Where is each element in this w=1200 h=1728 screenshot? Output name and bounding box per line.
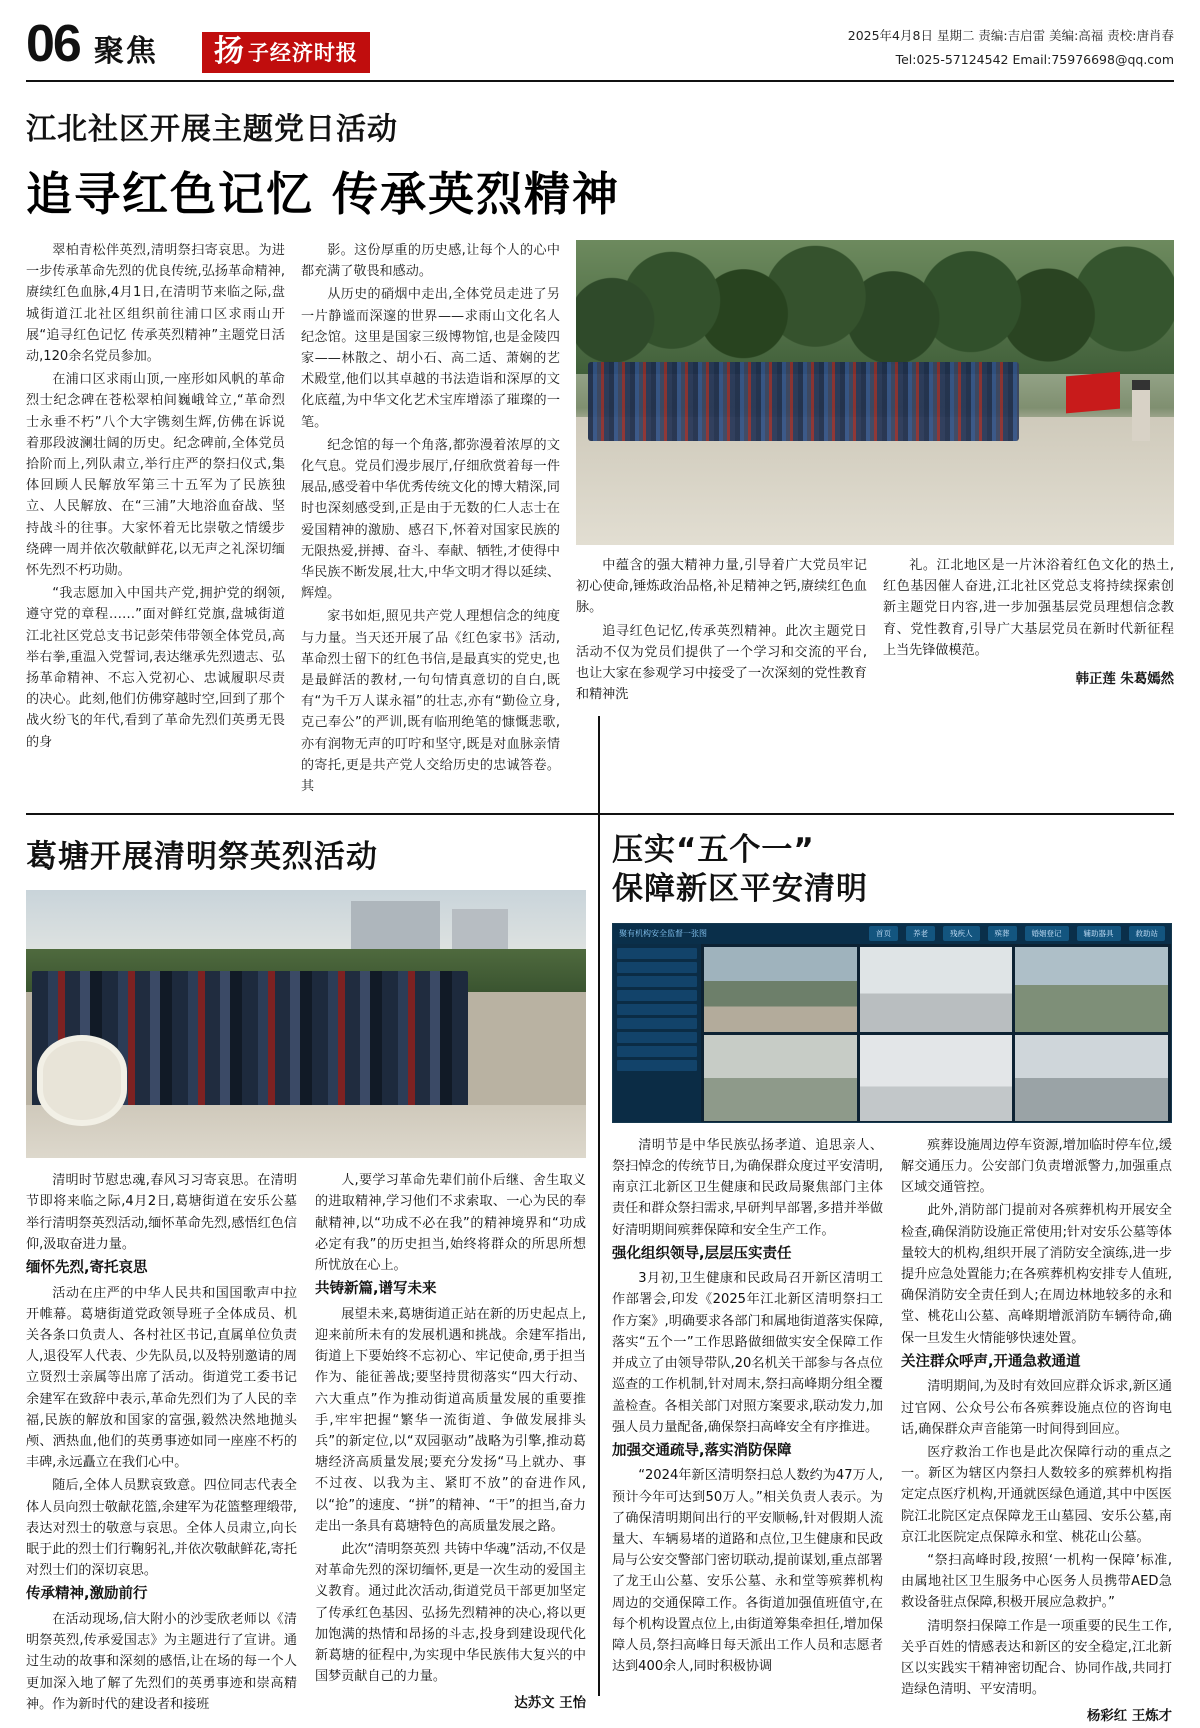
- paragraph: 家书如炬,照见共产党人理想信念的纯度与力量。当天还开展了品《红色家书》活动,革命烈士留下的红色书信,是最真实的党史,也是最鲜活的教材,一句句情真意切的自白,既有“为千万人谋永福”的壮志,亦有“勤俭立身,克己奉公”的严训,既有临刑绝笔的慷慨悲歌,亦有润物无声的叮咛和坚守,既是对血脉亲情的寄托,更是共产党人交给历史的忠诚答卷。其: [301, 609, 560, 795]
- sidebar-item[interactable]: [617, 976, 697, 987]
- bottom-right-column-2: [901, 1135, 1172, 1728]
- bottom-left-column-2: [315, 1170, 586, 1717]
- bottom-right-headline-line2: 保障新区平安清明: [612, 871, 868, 908]
- subsection-title: 强化组织领导,层层压实责任: [612, 1245, 792, 1262]
- bottom-left-columns: [26, 1170, 586, 1717]
- photo-red-flag: [1066, 372, 1120, 413]
- top-article-byline: 韩正莲 朱葛嫣然: [1075, 672, 1174, 688]
- paragraph: 此外,消防部门提前对各殡葬机构开展安全检查,确保消防设施正常使用;针对安乐公墓等体量较大的机构,组织开展了消防安全演练,进一步提升应急处置能力;在各殡葬机构安排专人值班,确保消防安全责任到人;在周边林地较多的永和堂、桃花山公墓、高峰期增派消防车辆待命,确保一旦发生火情能够快速处置。: [901, 1203, 1172, 1346]
- paragraph: “我志愿加入中国共产党,拥护党的纲领,遵守党的章程……”面对鲜红党旗,盘城街道江北社区党总支书记彭荣伟带领全体党员,高举右拳,重温入党誓词,表达继承先烈遗志、弘扬革命精神、不忘入党初心、忠诚履职尽责的决心。此刻,他们仿佛穿越时空,回到了那个战火纷飞的年代,看到了革命先烈们英勇无畏的身: [26, 586, 285, 750]
- top-article-column-1: [26, 240, 285, 799]
- bottom-left-column-1: [26, 1170, 297, 1717]
- paragraph: 翠柏青松伴英烈,清明祭扫寄哀思。为进一步传承革命先烈的优良传统,弘扬革命精神,赓续红色血脉,4月1日,在清明节来临之际,盘城街道江北社区组织前往浦口区求雨山开展“追寻红色记忆 传承英烈精神”主题党日活动,120余名党员参加。: [26, 243, 285, 365]
- paragraph: 人,要学习革命先辈们前仆后继、舍生取义的进取精神,学习他们不求索取、一心为民的奉献精神,以“功成不必在我”的精神境界和“功成必定有我”的历史担当,始终将群众的所思所想所忧放在心上。: [315, 1173, 586, 1274]
- photo-building-2: [452, 909, 508, 955]
- camera-grid: [701, 944, 1171, 1123]
- camera-view[interactable]: [1015, 1035, 1168, 1121]
- newspaper-logo: [202, 32, 370, 73]
- bottom-left-byline: 达苏文 王怡: [514, 1696, 586, 1712]
- paragraph: “祭扫高峰时段,按照‘一机构一保障’标准,由属地社区卫生服务中心医务人员携带AED急救设备驻点保障,积极开展应急救护。”: [901, 1552, 1172, 1611]
- camera-view[interactable]: [704, 1035, 857, 1121]
- sidebar-item[interactable]: [617, 948, 697, 959]
- paragraph: 在浦口区求雨山顶,一座形如风帆的革命烈士纪念碑在苍松翠柏间巍峨耸立,“革命烈士永垂不朽”八个大字镌刻生辉,仿佛在诉说着那段波澜壮阔的历史。纪念碑前,全体党员拾阶而上,列队肃立,举行庄严的祭扫仪式,集体回顾人民解放军第三十五军为了民族独立、人民解放、在“三浦”大地浴血奋战、坚持战斗的往事。大家怀着无比崇敬之情缓步绕碑一周并依次敬献鲜花,以无声之礼深切缅怀先烈不朽功勋。: [26, 372, 285, 579]
- top-article-header: [26, 82, 1174, 224]
- top-article-column-3a: [576, 555, 867, 707]
- photo-trees: [576, 240, 1174, 374]
- paragraph: 展望未来,葛塘街道正站在新的历史起点上,迎来前所未有的发展机遇和挑战。余建军指出,街道上下要始终不忘初心、牢记使命,勇于担当作为、能征善战;要坚持贯彻落实“四大行动、六大重点”作为推动街道高质量发展的重要推手,牢牢把握“繁华一流街道、争做发展排头兵”的新定位,以“双园驱动”战略为引擎,推动葛塘经济高质量发展;要充分发扬“马上就办、事不过夜、以我为主、紧盯不放”的奋进作风,以“抢”的速度、“拼”的精神、“干”的担当,奋力走出一条具有葛塘特色的高质量发展之路。: [315, 1306, 586, 1534]
- top-article-headline: 追寻红色记忆 传承英烈精神: [26, 167, 621, 221]
- logo-small-text: 子经济时报: [247, 39, 358, 65]
- sidebar-item[interactable]: [617, 1060, 697, 1071]
- dashboard-title: 聚有机构安全监督一张图: [619, 929, 707, 939]
- photo-crowd: [588, 362, 1019, 441]
- bottom-right-headline-line1: 压实“五个一”: [612, 832, 815, 869]
- dashboard-body: [613, 944, 1171, 1123]
- paragraph: “2024年新区清明祭扫总人数约为47万人,预计今年可达到50万人。”相关负责人表示。为了确保清明期间出行的平安顺畅,针对假期人流量大、车辆易堵的道路和点位,卫生健康和民政局与公安交警部门密切联动,提前谋划,重点部署了龙王山公墓、安乐公墓、永和堂等殡葬机构周边的交通保障工作。各街道加强值班值守,在每个机构设置点位上,由街道筹集牵担任,增加保障人员,祭扫高峰日每天派出工作人员和志愿者达到400余人,同时积极协调: [612, 1468, 883, 1675]
- top-article-body: [26, 240, 1174, 799]
- dashboard-tab[interactable]: 救助站: [1129, 926, 1166, 941]
- paragraph: 3月初,卫生健康和民政局召开新区清明工作部署会,印发《2025年江北新区清明祭扫工作方案》,明确要求各部门和属地街道落实保障,落实“五个一”工作思路做细做实安全保障工作并成立了由领导带队,20名机关干部参与各点位巡查的工作机制,针对周末,祭扫高峰期分组全覆盖检查。各相关部门对照方案要求,联动发力,加强人员力量配备,确保祭扫高峰安全有序推进。: [612, 1271, 883, 1435]
- paragraph: 殡葬设施周边停车资源,增加临时停车位,缓解交通压力。公安部门负责增派警力,加强重点区域交通管控。: [901, 1137, 1172, 1196]
- masthead: [26, 0, 1174, 78]
- photo-building-1: [351, 901, 441, 955]
- camera-view[interactable]: [860, 1035, 1013, 1121]
- monitoring-dashboard-screenshot: [612, 923, 1172, 1123]
- bottom-right-columns: [612, 1135, 1172, 1728]
- camera-view[interactable]: [704, 947, 857, 1033]
- paragraph: 清明节是中华民族弘扬孝道、追思亲人、祭扫悼念的传统节日,为确保群众度过平安清明,南京江北新区卫生健康和民政局聚焦部门主体责任和群众祭扫需求,早研判早部署,多措并举做好清明期间殡葬保障和安全生产工作。: [612, 1137, 883, 1238]
- qingming-ceremony-photo: [26, 890, 586, 1158]
- logo-big-character: 扬: [213, 34, 244, 69]
- dashboard-tab[interactable]: 养老: [906, 926, 935, 941]
- top-article-column-3: [576, 240, 1174, 799]
- publication-date-line: 2025年4月8日 星期二 责编:吉启雷 美编:高福 责校:唐肖春: [847, 28, 1174, 43]
- paragraph: 清明期间,为及时有效回应群众诉求,新区通过官网、公众号公布各殡葬设施点位的咨询电话,确保群众声音能第一时间得到回应。: [901, 1379, 1172, 1437]
- sidebar-item[interactable]: [617, 1032, 697, 1043]
- sidebar-item[interactable]: [617, 1004, 697, 1015]
- subsection-title: 关注群众呼声,开通急救通道: [901, 1353, 1081, 1370]
- top-article-column-2: [301, 240, 560, 799]
- photo-person: [1132, 380, 1150, 441]
- dashboard-header: [613, 924, 1171, 944]
- top-article-column-3b: [883, 555, 1174, 707]
- contact-line: Tel:025-57124542 Email:75976698@qq.com: [895, 51, 1174, 67]
- paragraph: 礼。江北地区是一片沐浴着红色文化的热土,红色基因催人奋进,江北社区党总支将持续探索创新主题党日内容,进一步加强基层党员理想信念教育、党性教育,引导广大基层党员在新时代新征程上当先锋做模范。: [883, 558, 1174, 658]
- bottom-section: [26, 831, 1174, 1728]
- bottom-right-article: [612, 831, 1172, 1728]
- bottom-right-byline: 杨彩红 王炼才: [1086, 1709, 1172, 1725]
- sidebar-item[interactable]: [617, 1046, 697, 1057]
- masthead-left: [26, 15, 370, 73]
- sidebar-item[interactable]: [617, 990, 697, 1001]
- paragraph: 随后,全体人员默哀致意。四位同志代表全体人员向烈士敬献花篮,余建军为花篮整理缎带,表达对烈士的敬意与哀思。全体人员肃立,向长眠于此的烈士们行鞠躬礼,并依次敬献鲜花,寄托对烈士们的深切哀思。: [26, 1478, 297, 1579]
- paragraph: 中蕴含的强大精神力量,引导着广大党员牢记初心使命,锤炼政治品格,补足精神之钙,赓续红色血脉。: [576, 558, 867, 616]
- photo-wreath: [37, 1035, 127, 1126]
- page-number: 06: [26, 15, 80, 73]
- paragraph: 清明祭扫保障工作是一项重要的民生工作,关乎百姓的情感表达和新区的安全稳定,江北新区以实践实干精神密切配合、协同作战,共同打造绿色清明、平安清明。: [901, 1618, 1172, 1698]
- subsection-title: 加强交通疏导,落实消防保障: [612, 1442, 792, 1459]
- paragraph: 清明时节慰忠魂,春风习习寄哀思。在清明节即将来临之际,4月2日,葛塘街道在安乐公墓举行清明祭英烈活动,缅怀革命先烈,感悟红色信仰,汲取奋进力量。: [26, 1173, 297, 1252]
- camera-view[interactable]: [1015, 947, 1168, 1033]
- bottom-right-column-1: [612, 1135, 883, 1728]
- paragraph: 在活动现场,信大附小的沙雯欣老师以《清明祭英烈,传承爱国志》为主题进行了宣讲。通过生动的故事和深刻的感悟,让在场的每一个人更加深入地了解了先烈们的英勇事迹和崇高精神。作为新时代的建设者和接班: [26, 1611, 297, 1712]
- dashboard-tab[interactable]: 首页: [869, 926, 898, 941]
- sidebar-item[interactable]: [617, 962, 697, 973]
- column-divider: [598, 716, 600, 1696]
- dashboard-sidebar: [613, 944, 701, 1123]
- paragraph: 从历史的硝烟中走出,全体党员走进了另一片静谧而深邃的世界——求雨山文化名人纪念馆。这里是国家三级博物馆,也是金陵四家——林散之、胡小石、高二适、萧娴的艺术殿堂,他们以其卓越的书法造诣和深厚的文化底蕴,为中华文化艺术宝库增添了璀璨的一笔。: [301, 287, 560, 430]
- sidebar-item[interactable]: [617, 1018, 697, 1029]
- paragraph: 影。这份厚重的历史感,让每个人的心中都充满了敬畏和感动。: [301, 243, 560, 280]
- subsection-title: 传承精神,激励前行: [26, 1586, 148, 1603]
- paragraph: 追寻红色记忆,传承英烈精神。此次主题党日活动不仅为党员们提供了一个学习和交流的平台,也让大家在参观学习中接受了一次深刻的党性教育和精神洗: [576, 623, 867, 703]
- subsection-title: 共铸新篇,谱写未来: [315, 1281, 437, 1298]
- masthead-meta: [848, 18, 1174, 72]
- paragraph: 此次“清明祭英烈 共铸中华魂”活动,不仅是对革命先烈的深切缅怀,更是一次生动的爱国主义教育。通过此次活动,街道党员干部更加坚定了传承红色基因、弘扬先烈精神的决心,将以更加饱满的热情和昂扬的斗志,投身到建设现代化新葛塘的征程中,为实现中华民族伟大复兴的中国梦贡献自己的力量。: [315, 1542, 586, 1685]
- subsection-title: 缅怀先烈,寄托哀思: [26, 1260, 148, 1277]
- dashboard-tab[interactable]: 残疾人: [943, 926, 980, 941]
- paragraph: 纪念馆的每一个角落,都弥漫着浓厚的文化气息。党员们漫步展厅,仔细欣赏着每一件展品,感受着中华优秀传统文化的博大精深,同时也深刻感受到,正是由于无数的仁人志士在爱国精神的激励、感召下,怀着对国家民族的无限热爱,拼搏、奋斗、奉献、牺牲,才使得中华民族不断发展,壮大,中华文明才得以延续、辉煌。: [301, 437, 560, 602]
- bottom-left-headline: 葛塘开展清明祭英烈活动: [26, 839, 378, 876]
- section-divider: [26, 813, 1174, 815]
- dashboard-tab[interactable]: 婚姻登记: [1025, 926, 1069, 941]
- dashboard-tab[interactable]: 殡葬: [988, 926, 1017, 941]
- memorial-ceremony-photo: [576, 240, 1174, 545]
- dashboard-tabs: [869, 926, 1165, 941]
- paragraph: 活动在庄严的中华人民共和国国歌声中拉开帷幕。葛塘街道党政领导班子全体成员、机关各条口负责人、各村社区书记,直属单位负责人,退役军人代表、少先队员,以及特别邀请的周立贤烈士亲属等出席了活动。街道党工委书记余建军在致辞中表示,革命先烈们为了人民的幸福,民族的解放和国家的富强,毅然决然地抛头颅、洒热血,他们的英勇事迹如同一座座不朽的丰碑,永远矗立在我们心中。: [26, 1285, 297, 1471]
- dashboard-tab[interactable]: 辅助器具: [1077, 926, 1121, 941]
- top-article-subhead: 江北社区开展主题党日活动: [26, 112, 398, 147]
- section-title: 聚焦: [93, 34, 158, 69]
- bottom-left-article: [26, 831, 586, 1728]
- paragraph: 医疗救治工作也是此次保障行动的重点之一。新区为辖区内祭扫人数较多的殡葬机构指定定点医疗机构,开通就医绿色通道,其中中医医院江北院区定点保障龙王山墓园、安乐公墓,南京江北医院定点保障永和堂、桃花山公墓。: [901, 1444, 1172, 1545]
- camera-view[interactable]: [860, 947, 1013, 1033]
- top-article-photo-text: [576, 555, 1174, 707]
